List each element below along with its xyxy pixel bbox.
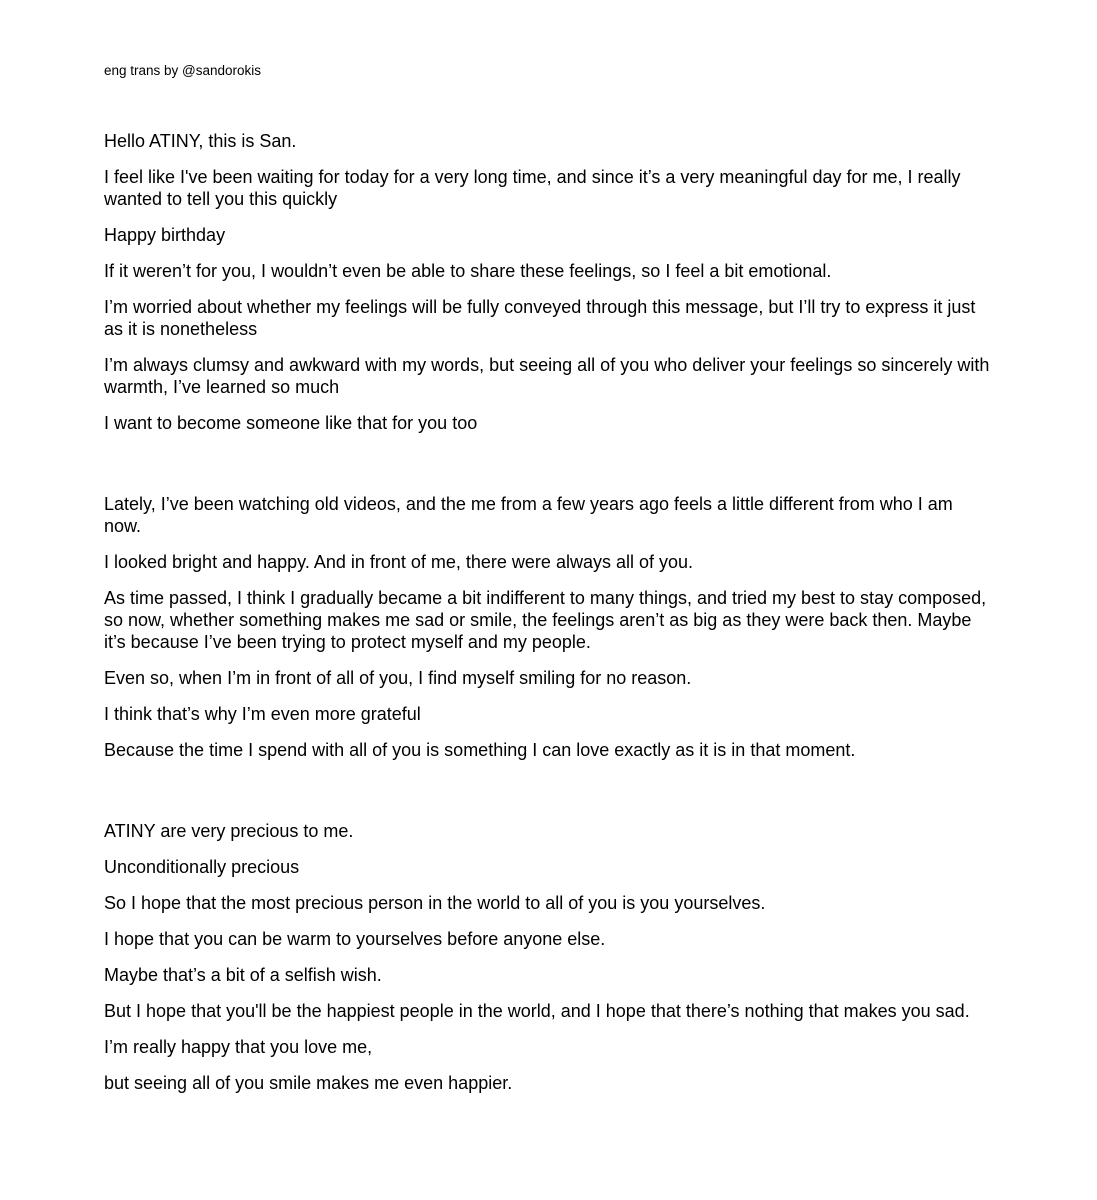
paragraph: I’m always clumsy and awkward with my words, but seeing all of you who deliver your feelings so sincerely with warmth, I’ve learned so much: [104, 355, 990, 397]
paragraph: I looked bright and happy. And in front of me, there were always all of you.: [104, 552, 694, 572]
letter-body: [104, 130, 994, 1108]
paragraph: Lately, I’ve been watching old videos, and the me from a few years ago feels a little different from who I am now.: [104, 494, 953, 536]
paragraph: Because the time I spend with all of you is something I can love exactly as it is in that moment.: [104, 740, 856, 760]
paragraph: I feel like I've been waiting for today for a very long time, and since it’s a very meaningful day for me, I really wanted to tell you this quickly: [104, 167, 961, 209]
paragraph: Maybe that’s a bit of a selfish wish.: [104, 965, 382, 985]
section-spacer: [104, 775, 994, 820]
paragraph: I think that’s why I’m even more grateful: [104, 704, 421, 724]
paragraph: Hello ATINY, this is San.: [104, 131, 297, 151]
letter-section-1: [104, 130, 994, 434]
paragraph: but seeing all of you smile makes me even happier.: [104, 1073, 513, 1093]
paragraph: Unconditionally precious: [104, 857, 300, 877]
paragraph: I want to become someone like that for you too: [104, 413, 478, 433]
paragraph: As time passed, I think I gradually became a bit indifferent to many things, and tried my best to stay composed, so now, whether something makes me sad or smile, the feelings aren’t as big as they were back then. Maybe it’s because I’ve been trying to protect myself and my people.: [104, 588, 987, 652]
paragraph: So I hope that the most precious person in the world to all of you is you yourselves.: [104, 893, 766, 913]
paragraph: But I hope that you'll be the happiest people in the world, and I hope that there’s nothing that makes you sad.: [104, 1001, 970, 1021]
paragraph: Even so, when I’m in front of all of you, I find myself smiling for no reason.: [104, 668, 692, 688]
section-spacer: [104, 448, 994, 493]
paragraph: I hope that you can be warm to yourselves before anyone else.: [104, 929, 606, 949]
paragraph: I’m really happy that you love me,: [104, 1037, 373, 1057]
paragraph: I’m worried about whether my feelings will be fully conveyed through this message, but I’ll try to express it just as it is nonetheless: [104, 297, 976, 339]
paragraph: ATINY are very precious to me.: [104, 821, 354, 841]
letter-section-2: [104, 493, 994, 761]
paragraph: Happy birthday: [104, 225, 226, 245]
letter-section-3: [104, 820, 994, 1094]
paragraph: If it weren’t for you, I wouldn’t even be able to share these feelings, so I feel a bit emotional.: [104, 261, 832, 281]
translation-credit: eng trans by @sandorokis: [104, 63, 262, 78]
